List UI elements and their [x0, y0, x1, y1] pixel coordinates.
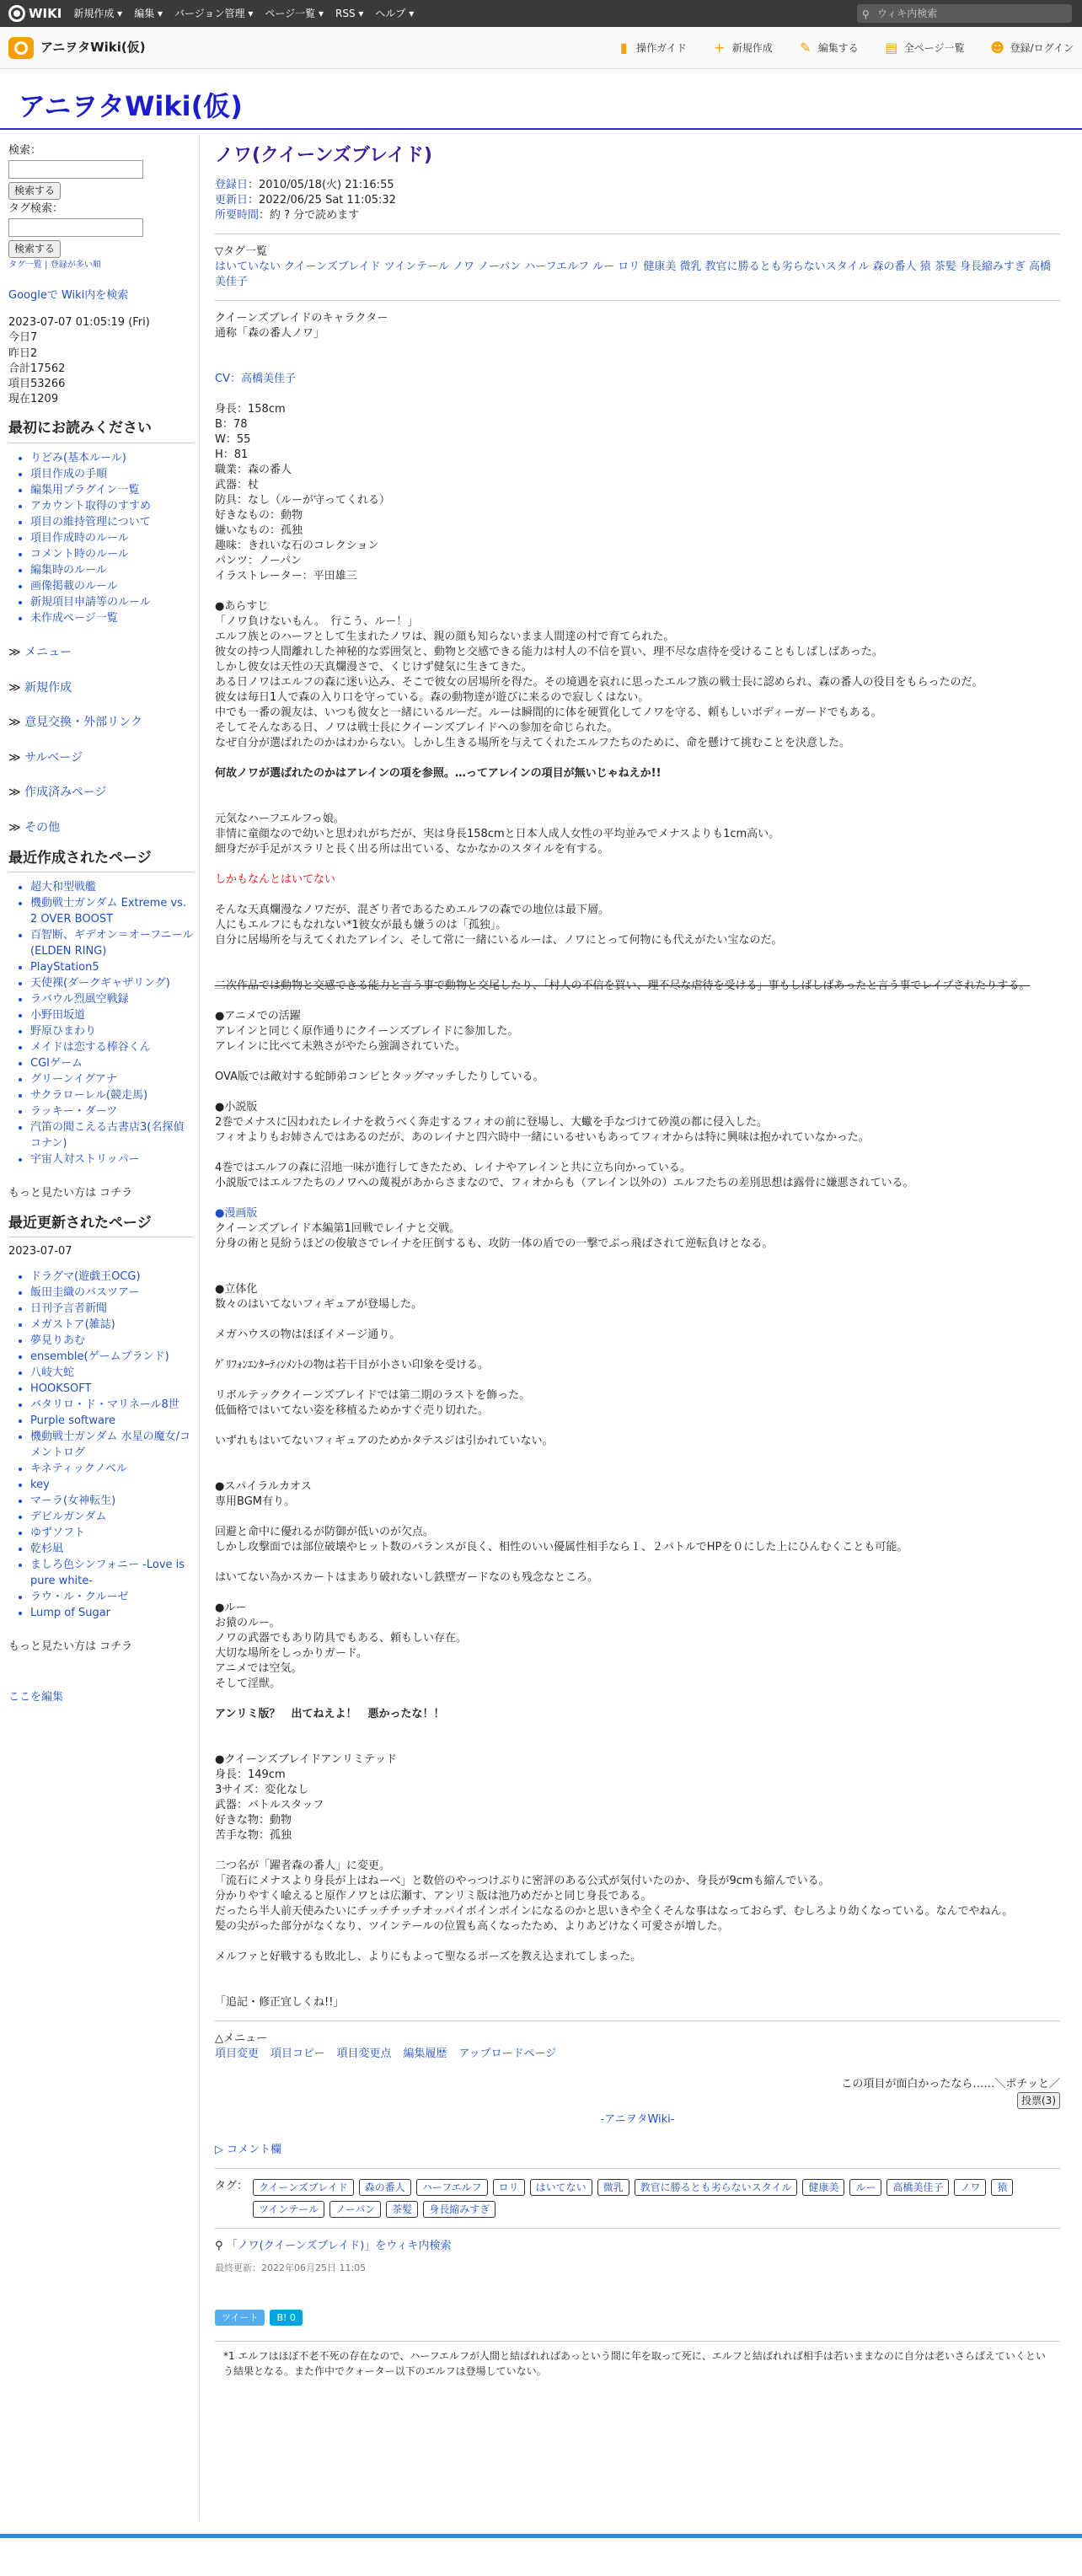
plot-heading: ●あらすじ: [215, 599, 269, 613]
tag-search-button[interactable]: 検索する: [8, 240, 61, 258]
search-label: 検索：: [8, 144, 42, 157]
recent-page-link[interactable]: • 天使裸(ダークギャザリング): [30, 975, 194, 991]
site-title[interactable]: アニヲタWiki(仮): [19, 90, 243, 122]
sidebar-link[interactable]: • 項目の維持管理について: [30, 514, 194, 530]
closing-line: 「追記・修正宜しくね!!」: [215, 1995, 345, 2009]
figure-line-1: 数々のはいてないフィギュアが登場した。: [215, 1297, 422, 1311]
more-link-1[interactable]: もっと見たい方は コチラ: [8, 1187, 133, 1200]
spiral-line-1: 専用BGM有り。: [215, 1495, 295, 1508]
figure-block-4: [215, 1388, 1060, 1419]
recent-page-link[interactable]: • 機動戦士ガンダム Extreme vs. 2 OVER BOOST: [30, 895, 194, 927]
profile-block: [215, 402, 1060, 584]
anime-line: アレインと同じく原作通りにクイーンズブレイドに参加した。: [215, 1024, 519, 1038]
page-menu-links: [215, 2047, 1060, 2062]
plot-line: そしてそんなある日、ノワは戦士長にクイーンズブレイドへの参加を命じられた。: [215, 721, 619, 734]
registered-value: ：2010/05/18(火) 21:16:55: [248, 178, 394, 191]
profile-line: 嫌いなもの：孤独: [215, 523, 303, 537]
spiral-heading: ●スパイラルカオス: [215, 1479, 312, 1493]
recent-page-link[interactable]: • 超大和型戦艦: [30, 879, 194, 895]
book-icon: ▮: [619, 40, 628, 56]
sidebar-section-link[interactable]: ≫ サルベージ: [8, 750, 83, 765]
profile-line: 好きなもの：動物: [215, 508, 303, 522]
desc2-block: [215, 903, 1060, 948]
section-label: 新規作成: [24, 680, 72, 695]
tag-link[interactable]: 教官に勝るとも劣らないスタイル: [635, 2179, 798, 2196]
updated-page-link[interactable]: • 夢見りあむ: [30, 1333, 194, 1349]
menu-new[interactable]: 新規作成 ▾: [73, 7, 123, 19]
recent-page-link[interactable]: • メイドは恋する棒谷くん: [30, 1039, 194, 1055]
desc2-line: 自分に居場所を与えてくれたアレイン、そして常に一緒にいるルーは、ノワにとって何物にも代えがたい宝なのだ。: [215, 933, 783, 947]
menu-pages[interactable]: ページ一覧 ▾: [265, 7, 324, 19]
tag-link[interactable]: 高橋美佳子: [886, 2179, 949, 2196]
plot-line: なぜ自分が選ばれたのかはわからない。しかし生きる場所を与えてくれたエルフたちのために、命を懸けて挑むことを決意した。: [215, 736, 851, 749]
profile-line: 身長：158cm: [215, 402, 286, 416]
stat-items: 項目53266: [8, 377, 66, 390]
plus-icon: +: [714, 40, 726, 56]
comment-link[interactable]: ▷ コメント欄: [215, 2143, 282, 2156]
stat-date: 2023-07-07 01:05:19 (Fri): [8, 316, 150, 330]
plot-line: 彼女は毎日1人で森の入り口を守っている。森の動物達が遊びに来るので寂しくはない。: [215, 690, 650, 704]
at-icon: [8, 5, 25, 22]
tags-label: タグ：: [215, 2179, 249, 2192]
updated-list: [8, 1269, 194, 1621]
users-icon: ☻: [990, 40, 1004, 56]
figure-line-5: いずれもはいてないフィギュアのためかタテスジは引かれていない。: [215, 1434, 554, 1447]
profile-line: イラストレーター：平田雄三: [215, 569, 357, 582]
tag-link[interactable]: クイーンズブレイド: [253, 2179, 354, 2196]
section-label: メニュー: [24, 646, 72, 660]
profile-line: 武器：杖: [215, 478, 260, 491]
vote-text: この項目が面白かったなら……＼ポチッと／: [841, 2077, 1060, 2090]
desc-line: 非情に童顔なので幼いと思われがちだが、実は身長158cmと日本人成人女性の平均並みでメナスよりも1cm高い。: [215, 827, 780, 840]
figure-line-2: メガハウスの物はほぼイメージ通り。: [215, 1328, 401, 1341]
recent-page-link[interactable]: • サクラローレル(競走馬): [30, 1087, 194, 1103]
manga-heading[interactable]: ●漫画版: [215, 1206, 258, 1220]
updated-heading: 最近更新されたページ: [8, 1214, 194, 1238]
recent-heading: 最近作成されたページ: [8, 849, 194, 873]
article-body: [215, 244, 1060, 2385]
unlimited-line: 分かりやすく喩えると原作ノワとは広瀬す、アンリミ版は池乃めだかと同じ身長である。: [215, 1889, 652, 1902]
tweet-button[interactable]: ツイート: [215, 2310, 265, 2326]
updated-key: 更新日: [215, 193, 249, 207]
tag-link[interactable]: ロリ: [493, 2179, 525, 2196]
section-label: サルベージ: [24, 750, 83, 765]
updated-page-link[interactable]: • 日刊予言者新聞: [30, 1301, 194, 1317]
novel-line: フィオよりもお姉さんではあるのだが、あのレイナと四六時中一緒にいるせいもあってフィオからは特に興味は抱かれていなかった。: [215, 1130, 870, 1144]
top-navbar: [0, 0, 1082, 27]
search-placeholder: ウィキ内検索: [877, 8, 938, 19]
page-menu-link[interactable]: 項目変更: [215, 2047, 260, 2060]
desc2-line: そんな天真爛漫なノワだが、混ざり者であるためエルフの森での地位は最下層。: [215, 903, 610, 916]
recent-page-link[interactable]: • ラバウル烈風空戦録: [30, 991, 194, 1007]
updated-page-link[interactable]: • ましろ色シンフォニー -Love is pure white-: [30, 1557, 194, 1589]
wiki-search-link-text: 「ノワ(クイーンズブレイド)」をウィキ内検索: [226, 2239, 452, 2252]
sidebar-sections: [8, 645, 194, 837]
vote-button[interactable]: 投票(3): [1017, 2092, 1060, 2109]
social-buttons: [215, 2310, 1060, 2326]
section-label: 意見交換・外部リンク: [24, 716, 142, 730]
spiral-block: [215, 1525, 1060, 1555]
nav-all-pages-label: 全ページ一覧: [903, 41, 965, 54]
lu-line: 大切な場所をしっかりガード。: [215, 1646, 367, 1660]
updated-page-link[interactable]: • Purple software: [30, 1413, 194, 1429]
recent-list: [8, 879, 194, 1167]
taglist-heading[interactable]: ▽タグ一覧: [215, 244, 267, 258]
desc2-line: 人にもエルフにもなれない*1彼女が最も嫌うのは「孤独」。: [215, 918, 507, 931]
section-label: その他: [24, 821, 61, 835]
logo-text: WIKI: [29, 5, 62, 21]
nav-guide-label: 操作ガイド: [636, 41, 687, 54]
updated-page-link[interactable]: • キネティックノベル: [30, 1461, 194, 1477]
updated-page-link[interactable]: • 乾杉凪: [30, 1541, 194, 1557]
sidebar-link[interactable]: • 画像掲載のルール: [30, 578, 194, 594]
recent-page-link[interactable]: • ラッキー・ダーツ: [30, 1103, 194, 1119]
unlimited-block-2: [215, 1859, 1060, 1935]
sidebar-link[interactable]: • りどみ(基本ルール): [30, 450, 194, 466]
recent-page-link[interactable]: • PlayStation5: [30, 959, 194, 975]
magnifier-icon: ⚲: [215, 2239, 227, 2252]
tag-area: [215, 2179, 1060, 2218]
lu-line: お猿のルー。: [215, 1616, 281, 1629]
nav-login[interactable]: [990, 40, 1074, 56]
unlimited-line-3: メルファと好戦するも敗北し、よりにもよって聖なるポーズを教え込まれてしまった。: [215, 1950, 642, 1963]
strike-line: 二次作品では動物と交感できる能力と言う事で動物と交尾したり、「村人の不信を買い、理不尽な虐待を受ける」事もしばしばあったと言う事でレイプされたりする。: [215, 979, 1031, 992]
updated-page-link[interactable]: • メガストア(雑誌): [30, 1317, 194, 1333]
page-title: ノワ(クイーンズブレイド): [215, 145, 432, 166]
sidebar-link[interactable]: • 項目作成時のルール: [30, 530, 194, 546]
stat-today: 今日7: [8, 331, 38, 345]
main-content: [215, 143, 1060, 2385]
tag-link[interactable]: 猿: [991, 2179, 1013, 2196]
profile-line: 趣味：きれいな石のコレクション: [215, 539, 379, 552]
stat-yesterday: 昨日2: [8, 346, 38, 360]
profile-line: B：78: [215, 417, 248, 431]
section-label: 作成済みページ: [24, 786, 107, 800]
profile-line: 職業：森の番人: [215, 463, 292, 476]
updated-page-link[interactable]: • ゆずソフト: [30, 1525, 194, 1541]
nav-login-label: 登録/ログイン: [1010, 41, 1074, 54]
lu-block: [215, 1616, 1060, 1692]
desc-block: [215, 812, 1060, 857]
nav-new-label: 新規作成: [731, 41, 773, 54]
sidebar-search-input[interactable]: [8, 160, 143, 179]
updated-page-link[interactable]: • 機動戦士ガンダム 水星の魔女/コメントログ: [30, 1429, 194, 1461]
plot-block: [215, 614, 1060, 751]
first-read-list: [8, 450, 194, 626]
updated-page-link[interactable]: • ensemble(ゲームブランド): [30, 1349, 194, 1365]
desc-line: 細身だが手足がスラリと長く出る所は出ている、なかなかのスタイルを有する。: [215, 842, 609, 856]
sidebar-search-button[interactable]: 検索する: [8, 182, 61, 200]
site-logo-icon[interactable]: [8, 37, 34, 59]
google-search-link[interactable]: Googleで Wiki内を検索: [8, 288, 129, 302]
updated-page-link[interactable]: • マーラ(女神転生): [30, 1493, 194, 1509]
sidebar-link[interactable]: • アカウント取得のすすめ: [30, 498, 194, 514]
registered-key: 登録日: [215, 178, 249, 191]
unlimited-line: 「流石にメナスより身長が上はねーべ」と数倍のやっつけぶりに密評のある公式が気付いたのか、身長が9cmも縮んでいる。: [215, 1874, 830, 1887]
novel-heading: ●小説版: [215, 1100, 258, 1114]
sidebar-edit-link[interactable]: ここを編集: [8, 1690, 64, 1704]
page-menu-link[interactable]: アップロードページ: [458, 2047, 557, 2060]
novel-block: [215, 1115, 1060, 1146]
page-menu-link[interactable]: 項目変更点: [336, 2047, 392, 2060]
menu-version[interactable]: バージョン管理 ▾: [174, 7, 254, 19]
tag-list-links[interactable]: タグ一覧 | 登録が多い順: [8, 260, 101, 270]
page-menu-link[interactable]: 項目コピー: [270, 2047, 325, 2060]
tag-search-input[interactable]: [8, 218, 143, 237]
plot-line: 中でも一番の親友は、いつも彼女と一緒にいるルーだ。ルーは瞬間的に体を硬質化してノワを守る、頼もしいボディーガードでもある。: [215, 706, 882, 719]
unlimited-heading: ●クイーンズブレイドアンリミテッド: [215, 1752, 397, 1766]
sidebar-link[interactable]: • コメント時のルール: [30, 546, 194, 562]
vote-area: [215, 2077, 1060, 2109]
spiral-line-3: はいてない為かスカートはまあり破れないし鉄壁ガードなのも残念なところ。: [215, 1570, 599, 1584]
first-read-heading: 最初にお読みください: [8, 419, 194, 443]
tag-link[interactable]: ノワ: [954, 2179, 986, 2196]
cv-link[interactable]: CV：高橋美佳子: [215, 372, 296, 385]
profile-line: 防具：なし（ルーが守ってくれる）: [215, 493, 391, 507]
unlimited-line: 髪の尖がった部分がなくなり、ツインテールの位置も高くなったため、よりあどけなく可愛さが増した。: [215, 1919, 729, 1933]
lu-line: ノワの武器でもあり防具でもある、頼もしい存在。: [215, 1631, 468, 1645]
intro-line-1: クイーンズブレイドのキャラクター: [215, 311, 388, 325]
tag-link[interactable]: ノーパン: [329, 2201, 381, 2218]
novel2-block: [215, 1161, 1060, 1191]
anime-block: [215, 1024, 1060, 1055]
updated-page-link[interactable]: • ラウ・ル・クルーゼ: [30, 1589, 194, 1605]
tag-link[interactable]: ハーフエルフ: [416, 2179, 488, 2196]
unlimited-line: 苦手な物：孤独: [215, 1828, 292, 1842]
why-line: 何故ノワが選ばれたのかはアレインの項を参照。…ってアレインの項目が無いじゃねえか!!: [215, 766, 662, 780]
tag-link[interactable]: ルー: [849, 2179, 881, 2196]
nav-new[interactable]: [712, 40, 773, 56]
updated-page-link[interactable]: • key: [30, 1477, 194, 1493]
access-stats: [8, 315, 194, 407]
sidebar-link[interactable]: • 項目作成の手順: [30, 466, 194, 482]
plot-line: 彼女の持つ人間離れした神秘的な雰囲気と、動物と交感できる能力は村人の不信を買い、理不尽な虐待を受けることもしばしばあった。: [215, 645, 883, 658]
anime-line: アレインに比べて未熟さがやたら強調されていた。: [215, 1039, 466, 1053]
lu-line: そして淫獣。: [215, 1677, 281, 1690]
tag-search-label: タグ検索：: [8, 201, 64, 215]
lu-line: アニメでは空気。: [215, 1661, 303, 1675]
updated-date: 2023-07-07: [8, 1245, 72, 1258]
wiki-logo[interactable]: [8, 5, 62, 23]
recent-page-link[interactable]: • 小野田坂道: [30, 1007, 194, 1023]
unlimited-line: だったら半人前天使みたいにチッチチッチオッパイボインボインになるのかと思いきや全くそんな事はなっておらず、むしろより幼くなっている。なんでやねん。: [215, 1904, 1014, 1918]
sidebar-section-link[interactable]: ≫ 作成済みページ: [8, 786, 107, 800]
recent-page-link[interactable]: • CGIゲーム: [30, 1055, 194, 1071]
wiki-search-input[interactable]: [857, 4, 1072, 23]
profile-line: H：81: [215, 448, 249, 461]
figure-line: リボルテッククイーンズブレイドでは第二期のラストを飾った。: [215, 1388, 531, 1402]
tag-link[interactable]: 森の番人: [359, 2179, 411, 2196]
hatena-button[interactable]: B! 0: [270, 2310, 302, 2326]
spiral-line: 回避と命中に優れるが防御が低いのが欠点。: [215, 1525, 435, 1538]
lu-line-2: アンリミ版？ 出てねえよ！ 悪かったな！！: [215, 1707, 445, 1720]
ova-line: OVA版では敵対する蛇師弟コンビとタッグマッチしたりしている。: [215, 1070, 544, 1083]
updated-page-link[interactable]: • 八岐大蛇: [30, 1365, 194, 1381]
updated-page-link[interactable]: • Lump of Sugar: [30, 1605, 194, 1621]
plot-line: 「ノワ負けないもん。 行こう、ルー！」: [215, 614, 419, 628]
recent-page-link[interactable]: • グリーンイグアナ: [30, 1071, 194, 1087]
updated-page-link[interactable]: • ドラグマ(遊戯王OCG): [30, 1269, 194, 1285]
haite-line: しかもなんとはいてない: [215, 872, 336, 886]
footer-bar: [0, 2534, 1082, 2538]
spiral-line: しかし攻撃面では部位破壊やヒット数のバランスが良く、相性のいい優属性相手なら１、２パトルでHPを０にした上にひんむくことも可能。: [215, 1540, 908, 1554]
wiki-signature[interactable]: -アニヲタWiki-: [600, 2112, 675, 2126]
more-link-2[interactable]: もっと見たい方は コチラ: [8, 1640, 133, 1653]
sidebar-section-link[interactable]: ≫ その他: [8, 821, 61, 835]
unlimited-line: 3サイズ：変化なし: [215, 1783, 309, 1796]
menu-rss[interactable]: RSS ▾: [335, 7, 364, 19]
recent-page-link[interactable]: • 百智断、ギデオン＝オーフニール(ELDEN RING): [30, 927, 194, 959]
figure-heading: ●立体化: [215, 1282, 258, 1296]
read-value: ：約 ? 分で読めます: [259, 208, 360, 222]
recent-page-link[interactable]: • 野原ひまわり: [30, 1023, 194, 1039]
unlimited-block: [215, 1768, 1060, 1843]
last-update: 最終更新：2022年06月25日 11:05: [215, 2262, 367, 2273]
tag-link[interactable]: 微乳: [597, 2179, 629, 2196]
plot-line: ある日ノワはエルフの森に迷い込み、そこで彼女の居場所を得た。その境遇を哀れに思ったエルフ族の戦士長に認められ、森の番人の役目をもらったのだ。: [215, 675, 983, 689]
page-menu-heading: △メニュー: [215, 2031, 267, 2045]
profile-line: W：55: [215, 432, 251, 446]
site-header: [0, 27, 1082, 69]
nav-edit[interactable]: [798, 40, 859, 56]
unlimited-line: 二つ名が「躍者森の番人」に変更。: [215, 1859, 391, 1872]
menu-edit[interactable]: 編集 ▾: [134, 7, 163, 19]
plot-line: エルフ族とのハーフとして生まれたノワは、親の顔も知らないまま人間達の村で育てられた。: [215, 630, 675, 643]
page-meta: [215, 178, 1060, 223]
unlimited-line: 好きな物：動物: [215, 1813, 292, 1827]
pencil-icon: ✎: [800, 40, 812, 56]
plot-line: しかし彼女は天性の天真爛漫さで、くじけず健気に生きてきた。: [215, 660, 533, 674]
desc-line: 元気なハーフエルフっ娘。: [215, 812, 345, 825]
figure-line: 低価格ではいてない姿を移植るためかすぐ売り切れた。: [215, 1403, 490, 1417]
page-menu-link[interactable]: 編集履歴: [403, 2047, 447, 2060]
recent-page-link[interactable]: • 宇宙人対ストリッパー: [30, 1151, 194, 1167]
tag-link[interactable]: はいてない: [530, 2179, 592, 2196]
wiki-search-link[interactable]: [215, 2239, 1060, 2254]
sidebar-link[interactable]: • 編集用プラグイン一覧: [30, 482, 194, 498]
nav-all-pages[interactable]: [884, 40, 965, 56]
sidebar-link[interactable]: • 編集時のルール: [30, 562, 194, 578]
updated-page-link[interactable]: • 飯田圭織のバスツアー: [30, 1285, 194, 1301]
stat-current: 現在1209: [8, 393, 59, 406]
sidebar-link[interactable]: • 新規項目申請等のルール: [30, 594, 194, 610]
novel2-line: 4巻ではエルフの森に沼地一味が進行してきたため、レイナやアレインと共に立ち向かっている。: [215, 1161, 691, 1174]
updated-value: ：2022/06/25 Sat 11:05:32: [248, 193, 396, 207]
taglist-links[interactable]: はいていない クイーンズブレイド ツインテール ノワ ノーパン ハーフエルフ ルー ロリ 健康美 微乳 教官に勝るとも劣らないスタイル 森の番人 猿 茶髪 身長縮みすぎ 高橋美佳子: [215, 260, 1052, 288]
nav-guide[interactable]: [616, 40, 687, 56]
footnote: *1 エルフはほぼ不老不死の存在なので、ハーフエルフが人間と結ばれればあっという間に年を取って死に、エルフと結ばれれば相手は若いままなのに自分は老いさらばえていくという結果となる。また作中でクォーター以下のエルフは登場していない。: [215, 2341, 1060, 2385]
unlimited-line: 身長：149cm: [215, 1768, 286, 1781]
unlimited-line: 武器：バトルスタッフ: [215, 1798, 324, 1811]
sidebar-section-link[interactable]: ≫ 新規作成: [8, 680, 72, 695]
stat-total: 合計17562: [8, 362, 66, 375]
tag-link[interactable]: ツインテール: [253, 2201, 324, 2218]
intro-line-2: 通称「森の番人ノワ」: [215, 326, 325, 340]
menu-help[interactable]: ヘルプ ▾: [375, 7, 415, 19]
lu-heading: ●ルー: [215, 1601, 247, 1614]
updated-page-link[interactable]: • HOOKSOFT: [30, 1381, 194, 1397]
novel2-line: 小説版ではエルフたちのノワへの蔑視があからさまなので、フィオからも（アレイン以外の）エルフたちの差別思想は露骨に嫌悪されている。: [215, 1176, 914, 1189]
tag-link[interactable]: 茶髪: [386, 2201, 418, 2218]
recent-page-link[interactable]: • 汽笛の聞こえる古書店3(名探偵コナン): [30, 1119, 194, 1151]
tag-link[interactable]: 健康美: [802, 2179, 844, 2196]
tag-link[interactable]: 身長縮みすぎ: [423, 2201, 495, 2218]
manga-block: [215, 1221, 1060, 1252]
nav-edit-label: 編集する: [817, 41, 859, 54]
sidebar: [8, 143, 194, 1705]
header-nav: [591, 27, 1074, 69]
updated-page-link[interactable]: • バタリロ・ド・マリネール8世: [30, 1397, 194, 1413]
sidebar-section-link[interactable]: ≫ メニュー: [8, 646, 72, 660]
sidebar-section-link[interactable]: ≫ 意見交換・外部リンク: [8, 716, 142, 730]
manga-line: クイーンズブレイド本編第1回戦でレイナと交戦。: [215, 1221, 461, 1235]
read-key: 所要時間: [215, 208, 260, 222]
novel-line: 2巻でメナスに囚われたレイナを救うべく奔走するフィオの前に登場し、大蠍を手なづけて砂漠の都に侵入した。: [215, 1115, 769, 1129]
site-name[interactable]: アニヲタWiki(仮): [40, 40, 146, 55]
updated-page-link[interactable]: • デビルガンダム: [30, 1509, 194, 1525]
manga-line: 分身の術と見紛うほどの俊敏さでレイナを圧倒するも、攻防一体の盾での一撃でぶっ飛ばされて逆転負けとなる。: [215, 1237, 774, 1250]
figure-line-3: ｸﾞﾘﾌｫﾝｴﾝﾀｰﾃｨﾝﾒﾝﾄの物は若干目が小さい印象を受ける。: [215, 1358, 490, 1371]
pages-icon: ▤: [885, 40, 898, 56]
sidebar-link[interactable]: • 未作成ページ一覧: [30, 610, 194, 626]
sidebar-divider: [199, 135, 200, 2520]
search-icon: ⚲: [862, 8, 870, 20]
tag-list: [253, 2179, 1060, 2218]
profile-line: パンツ：ノーパン: [215, 554, 302, 567]
anime-heading: ●アニメでの活躍: [215, 1009, 301, 1022]
